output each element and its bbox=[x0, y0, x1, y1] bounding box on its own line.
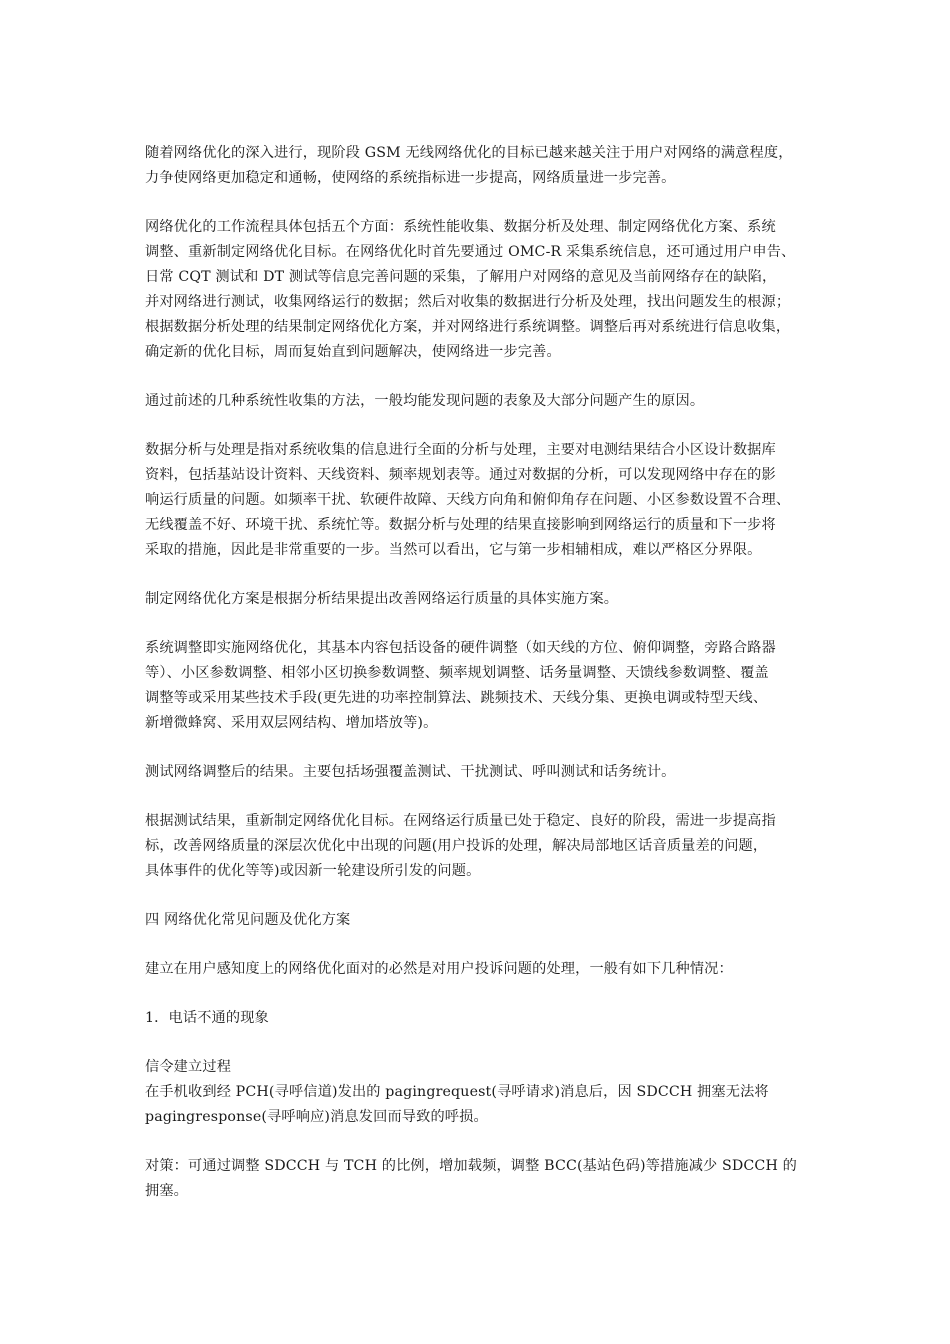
text-line: 确定新的优化目标，周而复始直到问题解决，使网络进一步完善。 bbox=[145, 344, 561, 360]
text-line: 具体事件的优化等等)或因新一轮建设所引发的问题。 bbox=[145, 863, 481, 879]
text-line: pagingresponse(寻呼响应)消息发回而导致的呼损。 bbox=[145, 1109, 488, 1125]
text-line: 标，改善网络质量的深层次优化中出现的问题(用户投诉的处理，解决局部地区话音质量差的问题， bbox=[145, 838, 768, 854]
text-line: 对策：可通过调整 SDCCH 与 TCH 的比例，增加载频，调整 BCC(基站色码)等措施减少 SDCCH 的 bbox=[145, 1158, 797, 1174]
paragraph bbox=[145, 389, 813, 414]
paragraph bbox=[145, 636, 813, 736]
paragraph bbox=[145, 760, 813, 785]
paragraph bbox=[145, 587, 813, 612]
text-line: 在手机收到经 PCH(寻呼信道)发出的 pagingrequest(寻呼请求)消息后，因 SDCCH 拥塞无法将 bbox=[145, 1084, 769, 1100]
text-line: 新增微蜂窝、采用双层网结构、增加塔放等)。 bbox=[145, 715, 438, 731]
text-line: 制定网络优化方案是根据分析结果提出改善网络运行质量的具体实施方案。 bbox=[145, 591, 619, 607]
text-line: 资料，包括基站设计资料、天线资料、频率规划表等。通过对数据的分析，可以发现网络中存在的影 bbox=[145, 467, 776, 483]
text-line: 无线覆盖不好、环境干扰、系统忙等。数据分析与处理的结果直接影响到网络运行的质量和下一步将 bbox=[145, 517, 776, 533]
text-line: 并对网络进行测试，收集网络运行的数据；然后对收集的数据进行分析及处理，找出问题发生的根源； bbox=[145, 294, 791, 310]
text-line: 拥塞。 bbox=[145, 1183, 189, 1199]
text-line: 四 网络优化常见问题及优化方案 bbox=[145, 912, 351, 928]
text-line: 信令建立过程 bbox=[145, 1059, 232, 1075]
text-line: 系统调整即实施网络优化，其基本内容包括设备的硬件调整（如天线的方位、俯仰调整，旁路合路器 bbox=[145, 640, 776, 656]
paragraph bbox=[145, 957, 813, 982]
text-line: 调整等或采用某些技术手段(更先进的功率控制算法、跳频技术、天线分集、更换电调或特型天线、 bbox=[145, 690, 768, 706]
text-line: 响运行质量的问题。如频率干扰、软硬件故障、天线方向角和俯仰角存在问题、小区参数设置不合理、 bbox=[145, 492, 791, 508]
paragraph bbox=[145, 1055, 813, 1130]
text-line: 建立在用户感知度上的网络优化面对的必然是对用户投诉问题的处理，一般有如下几种情况： bbox=[145, 961, 733, 977]
document-body bbox=[145, 141, 813, 1228]
text-line: 网络优化的工作流程具体包括五个方面：系统性能收集、数据分析及处理、制定网络优化方案、系统 bbox=[145, 219, 776, 235]
text-line: 测试网络调整后的结果。主要包括场强覆盖测试、干扰测试、呼叫测试和话务统计。 bbox=[145, 764, 676, 780]
text-line: 等）、小区参数调整、相邻小区切换参数调整、频率规划调整、话务量调整、天馈线参数调整、覆盖 bbox=[145, 665, 769, 681]
paragraph bbox=[145, 908, 813, 933]
text-line: 力争使网络更加稳定和通畅，使网络的系统指标进一步提高，网络质量进一步完善。 bbox=[145, 170, 676, 186]
text-line: 采取的措施，因此是非常重要的一步。当然可以看出，它与第一步相辅相成，难以严格区分界限。 bbox=[145, 542, 762, 558]
text-line: 根据测试结果，重新制定网络优化目标。在网络运行质量已处于稳定、良好的阶段，需进一步提高指 bbox=[145, 813, 776, 829]
paragraph bbox=[145, 215, 813, 365]
paragraph bbox=[145, 141, 813, 191]
text-line: 调整、重新制定网络优化目标。在网络优化时首先要通过 OMC-R 采集系统信息，还可通过用户申告、 bbox=[145, 244, 796, 260]
text-line: 日常 CQT 测试和 DT 测试等信息完善问题的采集，了解用户对网络的意见及当前网络存在的缺陷， bbox=[145, 269, 777, 285]
paragraph bbox=[145, 1006, 813, 1031]
text-line: 根据数据分析处理的结果制定网络优化方案，并对网络进行系统调整。调整后再对系统进行信息收集， bbox=[145, 319, 791, 335]
paragraph bbox=[145, 809, 813, 884]
text-line: 数据分析与处理是指对系统收集的信息进行全面的分析与处理，主要对电测结果结合小区设计数据库 bbox=[145, 442, 776, 458]
text-line: 通过前述的几种系统性收集的方法，一般均能发现问题的表象及大部分问题产生的原因。 bbox=[145, 393, 705, 409]
text-line: 随着网络优化的深入进行，现阶段 GSM 无线网络优化的目标已越来越关注于用户对网络的满意程度， bbox=[145, 145, 793, 161]
paragraph bbox=[145, 1154, 813, 1204]
paragraph bbox=[145, 438, 813, 563]
text-line: 1．电话不通的现象 bbox=[145, 1010, 269, 1026]
